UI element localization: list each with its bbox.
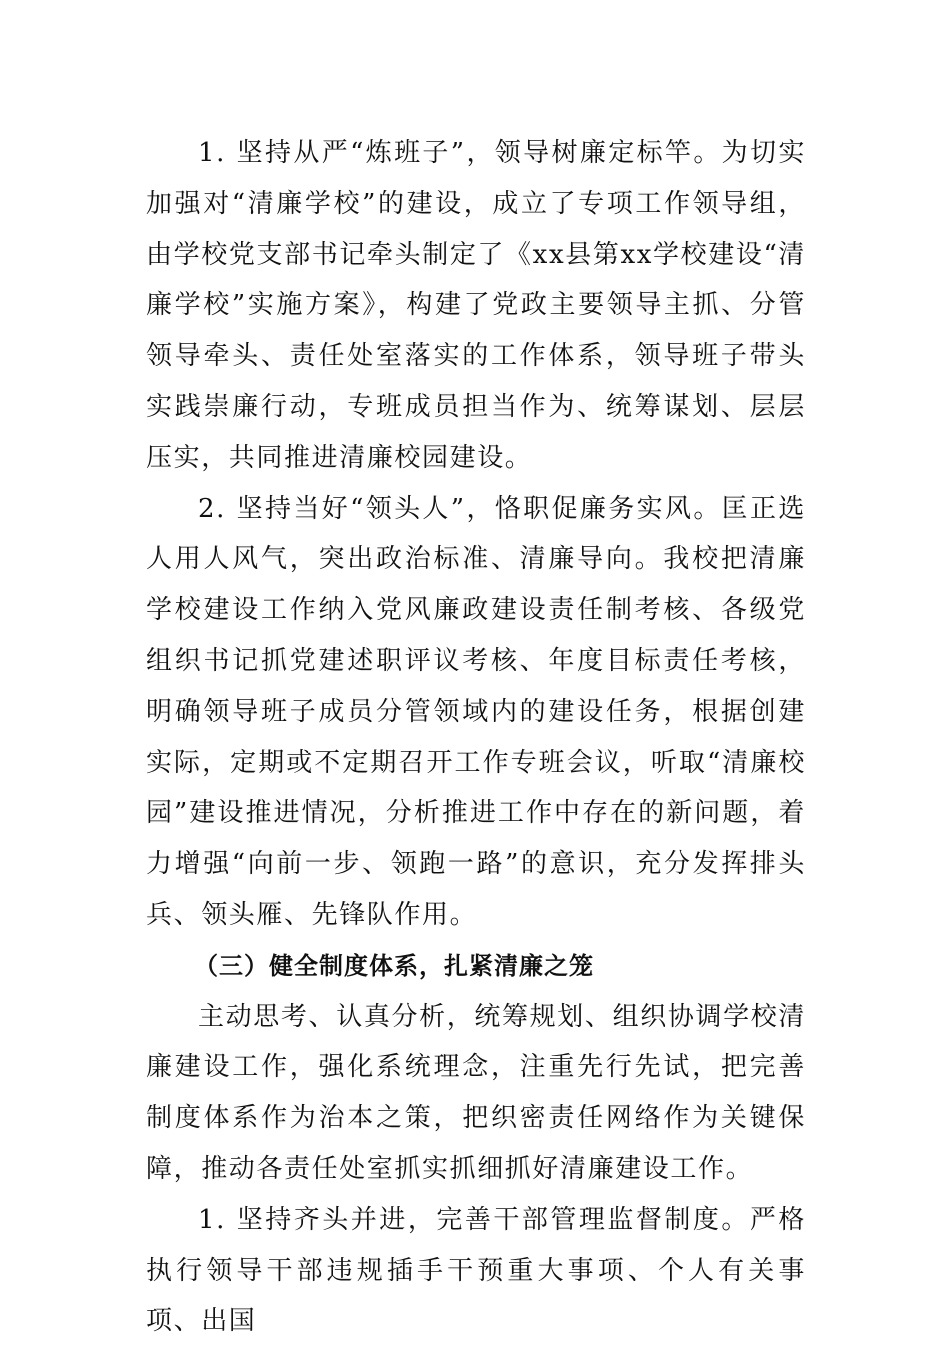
document-body (146, 128, 806, 1347)
section-heading: （三）健全制度体系，扎紧清廉之笼 (194, 950, 594, 980)
paragraph-cadre-supervision: 1. 坚持齐头并进，完善干部管理监督制度。严格执行领导干部违规插手干预重大事项、个人有关事项、出国 (146, 1204, 806, 1337)
paragraph-system-building: 主动思考、认真分析，统筹规划、组织协调学校清廉建设工作，强化系统理念，注重先行先试，把完善制度体系作为治本之策，把织密责任网络作为关键保障，推动各责任处室抓实抓细抓好清廉建设工作。 (146, 1001, 806, 1184)
paragraph-leader-role: 2. 坚持当好“领头人”，恪职促廉务实风。匡正选人用人风气，突出政治标准、清廉导向。我校把清廉学校建设工作纳入党风廉政建设责任制考核、各级党组织书记抓党建述职评议考核、年度目标责任考核，明确领导班子成员分管领域内的建设任务，根据创建实际，定期或不定期召开工作专班会议，听取“清廉校园”建设推进情况，分析推进工作中存在的新问题，着力增强“向前一步、领跑一路”的意识，充分发挥排头兵、领头雁、先锋队作用。 (146, 493, 807, 930)
paragraph-leadership-team: 1. 坚持从严“炼班子”，领导树廉定标竿。为切实加强对“清廉学校”的建设，成立了专项工作领导组，由学校党支部书记牵头制定了《xx县第xx学校建设“清廉学校”实施方案》，构建了党政主要领导主抓、分管领导牵头、责任处室落实的工作体系，领导班子带头实践崇廉行动，专班成员担当作为、统筹谋划、层层压实，共同推进清廉校园建设。 (146, 138, 806, 473)
